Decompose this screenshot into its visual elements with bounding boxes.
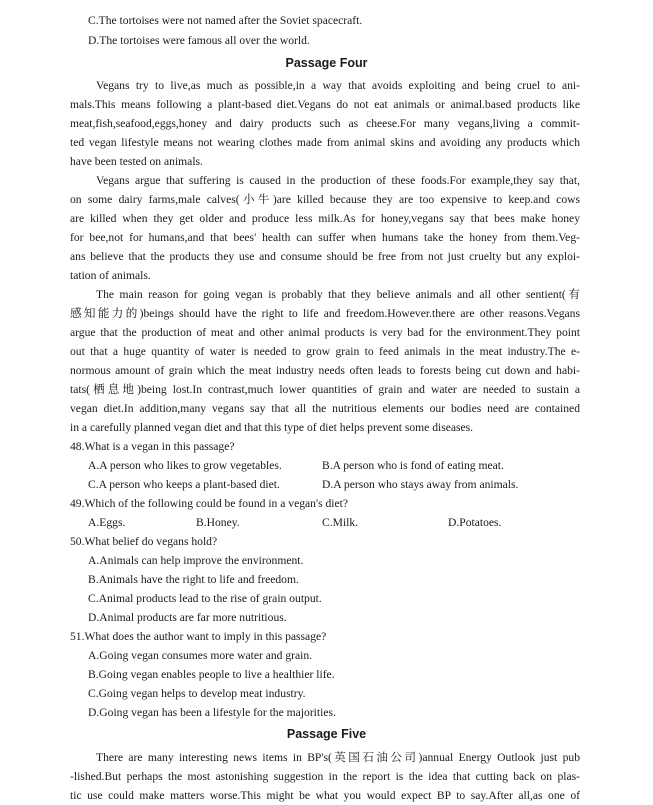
question-51-option-b[interactable]: B.Going vegan enables people to live a healthier life. bbox=[88, 668, 335, 681]
question-48-option-d[interactable]: D.A person who stays away from animals. bbox=[322, 478, 519, 491]
passage-line: tation of animals. bbox=[70, 269, 151, 282]
question-48-option-b[interactable]: B.A person who is fond of eating meat. bbox=[322, 459, 504, 472]
passage-line: ted vegan lifestyle means not wearing clothes made from animal skins and avoiding any products which bbox=[70, 136, 580, 149]
passage-line: have been tested on animals. bbox=[70, 155, 203, 168]
question-50-option-d[interactable]: D.Animal products are far more nutritious. bbox=[88, 611, 287, 624]
passage-line: meat,fish,seafood,eggs,honey and dairy products such as cheese.For many vegans,living a commit- bbox=[70, 117, 580, 130]
passage-line: Vegans try to live,as much as possible,in a way that avoids exploiting and being cruel to ani- bbox=[96, 79, 580, 92]
passage-line: 感知能力的)beings should have the right to life and freedom.However.there are other reasons.Vegans bbox=[70, 307, 580, 320]
passage-line: -lished.But perhaps the most astonishing suggestion in the report is the idea that cutting back on plas- bbox=[70, 770, 580, 783]
question-51-option-d[interactable]: D.Going vegan has been a lifestyle for the majorities. bbox=[88, 706, 336, 719]
passage-line: The main reason for going vegan is probably that they believe animals and all other sentient(有 bbox=[96, 288, 580, 301]
passage-line: vegan diet.In addition,many vegans say that all the nutritious elements our bodies need are contained bbox=[70, 402, 580, 415]
passage-line: Vegans argue that suffering is caused in the production of these foods.For example,they say that, bbox=[96, 174, 580, 187]
passage-five-title: Passage Five bbox=[286, 727, 367, 741]
question-49-stem: 49.Which of the following could be found in a vegan's diet? bbox=[70, 497, 349, 510]
passage-line: in a carefully planned vegan diet and that this type of diet helps prevent some diseases. bbox=[70, 421, 474, 434]
question-50-option-c[interactable]: C.Animal products lead to the rise of grain output. bbox=[88, 592, 322, 605]
passage-line: mals.This means following a plant-based diet.Vegans do not eat animals or animal.based products like bbox=[70, 98, 580, 111]
question-51-option-c[interactable]: C.Going vegan helps to develop meat industry. bbox=[88, 687, 306, 700]
passage-line: tic use could make matters worse.This might be what you would expect BP to say.After all,as one of bbox=[70, 789, 580, 802]
passage-line: There are many interesting news items in BP's(英国石油公司)annual Energy Outlook just pub bbox=[96, 751, 580, 764]
passage-line: tats(栖息地)being lost.In contrast,much lower quantities of grain and water are needed to sustain a bbox=[70, 383, 580, 396]
question-49-option-c[interactable]: C.Milk. bbox=[322, 516, 359, 529]
question-49-option-a[interactable]: A.Eggs. bbox=[88, 516, 126, 529]
question-49-option-d[interactable]: D.Potatoes. bbox=[448, 516, 502, 529]
passage-line: ans believe that the products they use and consume should be free from not just cruelty but any exploi- bbox=[70, 250, 580, 263]
question-50-option-a[interactable]: A.Animals can help improve the environment. bbox=[88, 554, 304, 567]
question-48-stem: 48.What is a vegan in this passage? bbox=[70, 440, 235, 453]
question-48-option-a[interactable]: A.A person who likes to grow vegetables. bbox=[88, 459, 282, 472]
passage-line: for bee,not for humans,and that bees' health can suffer when humans take the honey from them.Veg- bbox=[70, 231, 580, 244]
option-d-prev: D.The tortoises were famous all over the world. bbox=[88, 34, 310, 47]
question-50-stem: 50.What belief do vegans hold? bbox=[70, 535, 218, 548]
question-48-option-c[interactable]: C.A person who keeps a plant-based diet. bbox=[88, 478, 280, 491]
passage-line: normous amount of grain which the meat industry needs often leads to forests being cut down and habi- bbox=[70, 364, 580, 377]
passage-line: argue that the production of meat and other animal products is very bad for the environment.They point bbox=[70, 326, 580, 339]
passage-line: out that a huge quantity of water is needed to grow grain to feed animals in the meat industry.The e- bbox=[70, 345, 580, 358]
option-c-prev: C.The tortoises were not named after the Soviet spacecraft. bbox=[88, 14, 363, 27]
question-51-stem: 51.What does the author want to imply in this passage? bbox=[70, 630, 327, 643]
question-49-option-b[interactable]: B.Honey. bbox=[196, 516, 240, 529]
question-50-option-b[interactable]: B.Animals have the right to life and freedom. bbox=[88, 573, 299, 586]
passage-four-title: Passage Four bbox=[285, 56, 368, 70]
question-51-option-a[interactable]: A.Going vegan consumes more water and grain. bbox=[88, 649, 313, 662]
passage-line: on some dairy farms,male calves(小牛)are killed because they are too expensive to keep.and cows bbox=[70, 193, 580, 206]
passage-line: are killed when they get older and produce less milk.As for honey,vegans say that bees make honey bbox=[70, 212, 580, 225]
